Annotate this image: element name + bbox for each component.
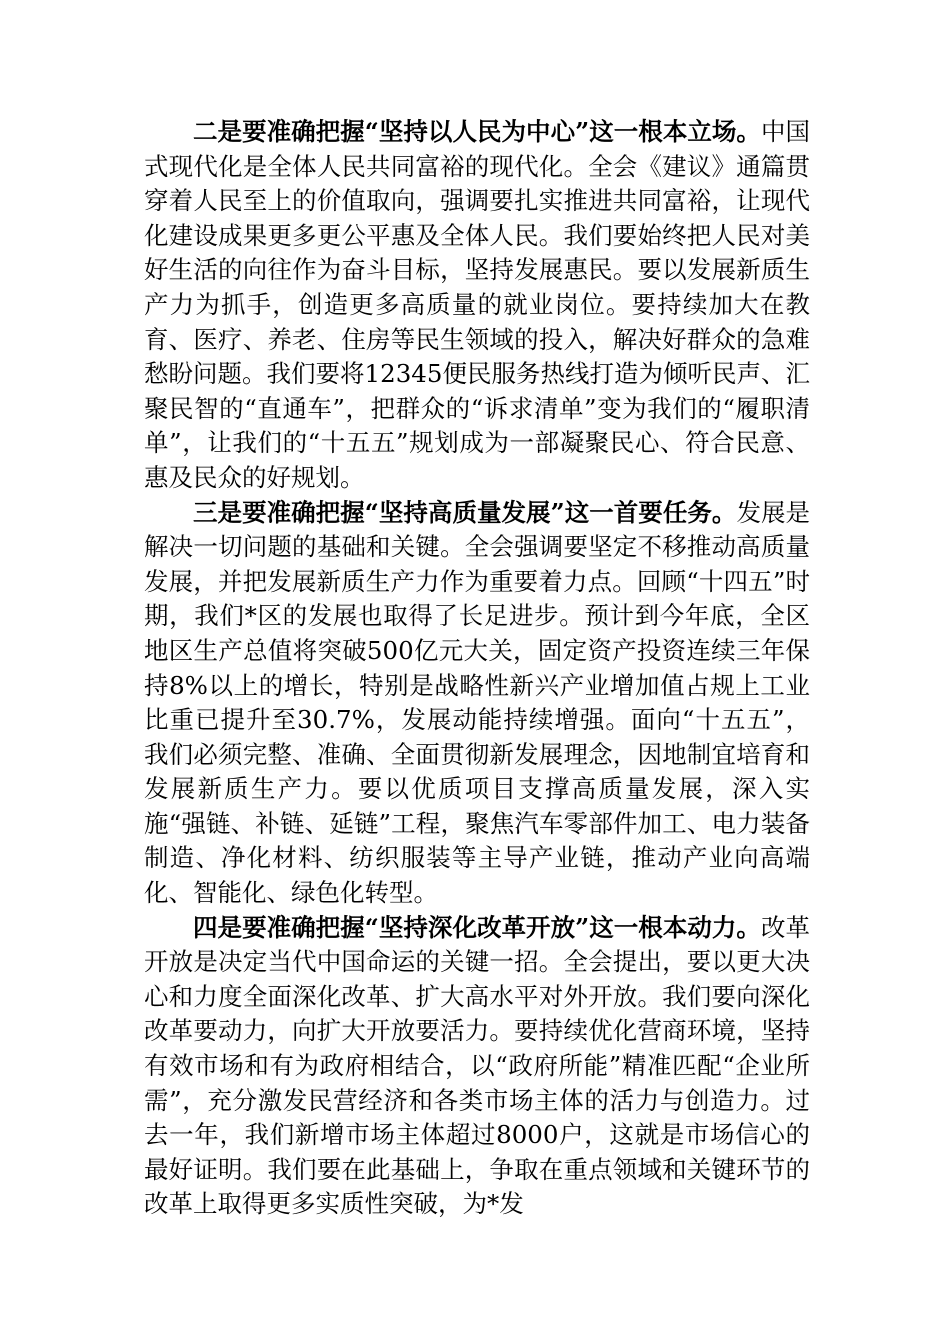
paragraph-reform-opening (144, 911, 810, 1222)
paragraph-body: 发展是解决一切问题的基础和关键。全会强调要坚定不移推动高质量发展，并把发展新质生产力作为重要着力点。回顾“十四五”时期，我们*区的发展也取得了长足进步。预计到今年底，全区地区生产总值将突破500亿元大关，固定资产投资连续三年保持8%以上的增长，特别是战略性新兴产业增加值占规上工业比重已提升至30.7%，发展动能持续增强。面向“十五五”，我们必须完整、准确、全面贯彻新发展理念，因地制宜培育和发展新质生产力。要以优质项目支撑高质量发展，深入实施“强链、补链、延链”工程，聚焦汽车零部件加工、电力装备制造、净化材料、纺织服装等主导产业链，推动产业向高端化、智能化、绿色化转型。 (144, 497, 811, 908)
paragraph-heading: 三是要准确把握“坚持高质量发展”这一首要任务。 (193, 497, 737, 527)
paragraph-people-centered (144, 115, 810, 496)
paragraph-heading: 二是要准确把握“坚持以人民为中心”这一根本立场。 (193, 117, 761, 146)
paragraph-body: 中国式现代化是全体人民共同富裕的现代化。全会《建议》通篇贯穿着人民至上的价值取向，强调要扎实推进共同富裕，让现代化建设成果更多更公平惠及全体人民。我们要始终把人民对美好生活的向往作为奋斗目标，坚持发展惠民。要以发展新质生产力为抓手，创造更多高质量的就业岗位。要持续加大在教育、医疗、养老、住房等民生领域的投入，解决好群众的急难愁盼问题。我们要将12345便民服务热线打造为倾听民声、汇聚民智的“直通车”，把群众的“诉求清单”变为我们的“履职清单”，让我们的“十五五”规划成为一部凝聚民心、符合民意、惠及民众的好规划。 (144, 117, 811, 492)
document-page (144, 115, 810, 1222)
paragraph-body: 改革开放是决定当代中国命运的关键一招。全会提出，要以更大决心和力度全面深化改革、扩大高水平对外开放。我们要向深化改革要动力，向扩大开放要活力。要持续优化营商环境，坚持有效市场和有为政府相结合，以“政府所能”精准匹配“企业所需”，充分激发民营经济和各类市场主体的活力与创造力。过去一年，我们新增市场主体超过8000户，这就是市场信心的最好证明。我们要在此基础上，争取在重点领域和关键环节的改革上取得更多实质性突破，为*发 (144, 912, 811, 1219)
paragraph-high-quality-development (144, 496, 810, 911)
paragraph-heading: 四是要准确把握“坚持深化改革开放”这一根本动力。 (193, 912, 761, 942)
